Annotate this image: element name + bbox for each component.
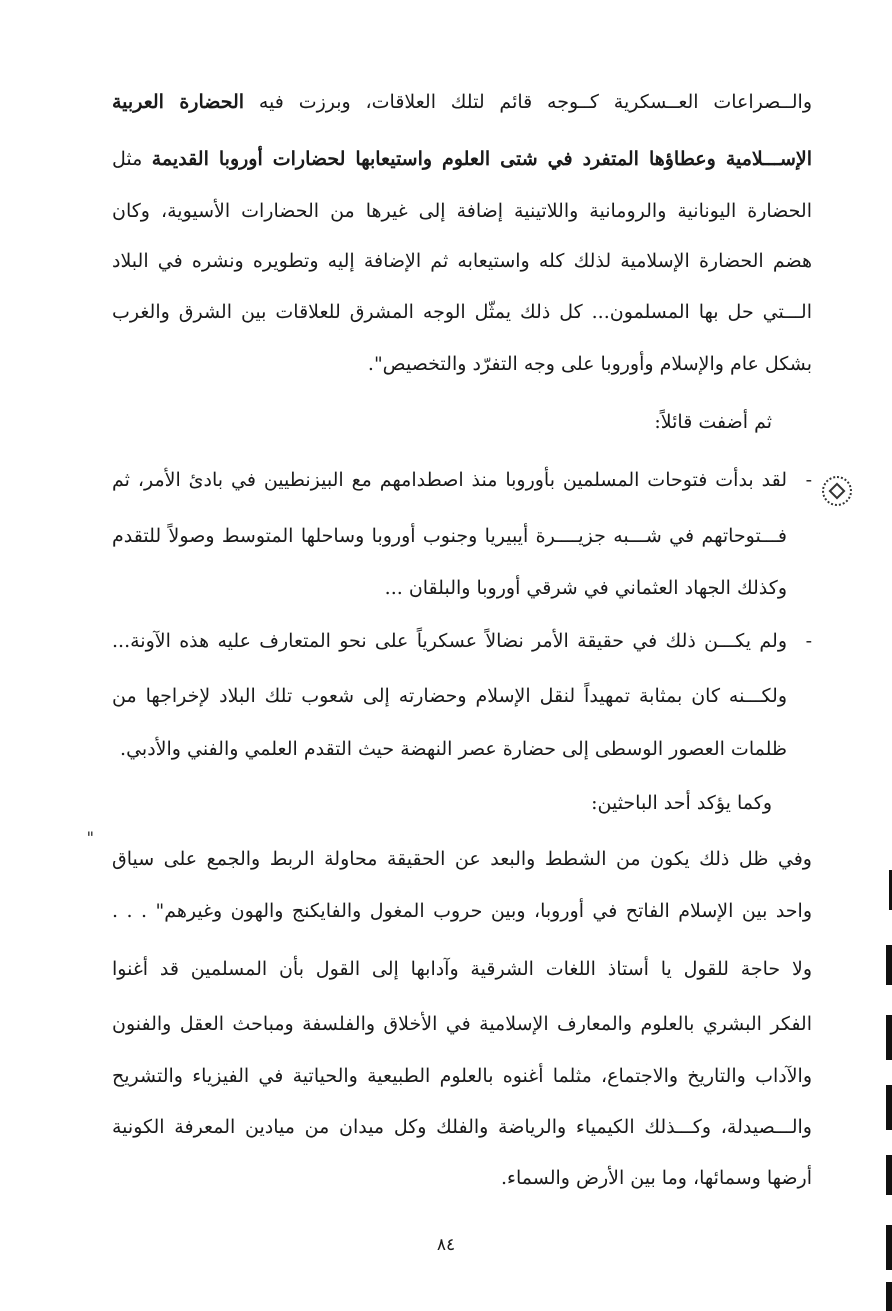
paragraph1-line2-bold: الإســـلامية وعطاؤها المتفرد في شتى العلوم واستيعابها لحضارات أوروبا القديمة xyxy=(151,148,812,170)
bullet2-line3: ظلمات العصور الوسطى إلى حضارة عصر النهضة حيث التقدم العلمي والفني والأدبي. xyxy=(120,738,787,760)
edge-mark xyxy=(886,1282,892,1311)
edge-mark xyxy=(886,945,892,985)
bullet1-line3: وكذلك الجهاد العثماني في شرقي أوروبا والبلقان ... xyxy=(384,577,787,599)
bullet2-line2: ولكـــنه كان بمثابة تمهيداً لنقل الإسلام وحضارته إلى شعوب تلك البلاد لإخراجها من xyxy=(112,685,787,707)
paragraph1-line4: هضم الحضارة الإسلامية لذلك كله واستيعابه ثم الإضافة إليه وتطويره ونشره في البلاد xyxy=(112,250,812,272)
paragraph3-line4: والـــصيدلة، وكـــذلك الكيمياء والرياضة والفلك وكل ميدان من ميادين المعرفة الكونية xyxy=(112,1116,812,1138)
paragraph3-line2: الفكر البشري بالعلوم والمعارف الإسلامية في الأخلاق والفلسفة ومباحث العقل والفنون xyxy=(112,1013,812,1035)
edge-mark xyxy=(886,1015,892,1060)
paragraph1-line1-text: والــصراعات العــسكرية كــوجه قائم لتلك العلاقات، وبرزت فيه xyxy=(258,91,812,113)
bullet1-line1: لقد بدأت فتوحات المسلمين بأوروبا منذ اصطدامهم مع البيزنطيين في بادئ الأمر، ثم xyxy=(112,469,787,491)
bullet2-line1: ولم يكـــن ذلك في حقيقة الأمر نضالاً عسكرياً على نحو المتعارف عليه هذه الآونة... xyxy=(112,630,787,652)
edge-mark xyxy=(886,1225,892,1270)
paragraph1-line2-text: مثل xyxy=(112,148,143,170)
paragraph1-line1-bold: الحضارة العربية xyxy=(112,91,245,113)
quote-mark: " xyxy=(86,828,94,847)
intro-line: ثم أضفت قائلاً: xyxy=(654,411,772,433)
ornament-icon xyxy=(822,476,852,506)
paragraph1-line3: الحضارة اليونانية والرومانية واللاتينية إضافة إلى غيرها من الحضارات الأسيوية، وكان xyxy=(112,200,812,222)
paragraph3-line3: والآداب والتاريخ والاجتماع، مثلما أغنوه بالعلوم الطبيعية والحياتية في الفيزياء والتشريح xyxy=(112,1065,812,1087)
quote-line1: وفي ظل ذلك يكون من الشطط والبعد عن الحقيقة محاولة الربط والجمع على سياق xyxy=(112,848,812,870)
paragraph3-line5: أرضها وسمائها، وما بين الأرض والسماء. xyxy=(501,1167,812,1189)
edge-mark xyxy=(886,1085,892,1130)
quote-line2: واحد بين الإسلام الفاتح في أوروبا، وبين حروب المغول والفايكنج والهون وغيرهم" . . . xyxy=(112,900,812,922)
bullet2-dash: - xyxy=(805,630,812,652)
bullet1-dash: - xyxy=(805,469,812,491)
paragraph1-line1 xyxy=(112,88,812,116)
bullet1-line2: فـــتوحاتهم في شـــبه جزيــــرة أيبيريا وجنوب أوروبا وساحلها المتوسط وصولاً للتقدم xyxy=(112,525,787,547)
edge-mark xyxy=(886,1155,892,1195)
page-number: ٨٤ xyxy=(436,1235,456,1255)
paragraph1-line6: بشكل عام والإسلام وأوروبا على وجه التفرّد والتخصيص". xyxy=(367,353,812,375)
researcher-intro: وكما يؤكد أحد الباحثين: xyxy=(591,792,772,814)
paragraph1-line2 xyxy=(112,145,812,173)
paragraph3-line1: ولا حاجة للقول يا أستاذ اللغات الشرقية وآدابها إلى القول بأن المسلمين قد أغنوا xyxy=(112,958,812,980)
paragraph1-line5: الـــتي حل بها المسلمون... كل ذلك يمثّل الوجه المشرق للعلاقات بين الشرق والغرب xyxy=(112,301,812,323)
